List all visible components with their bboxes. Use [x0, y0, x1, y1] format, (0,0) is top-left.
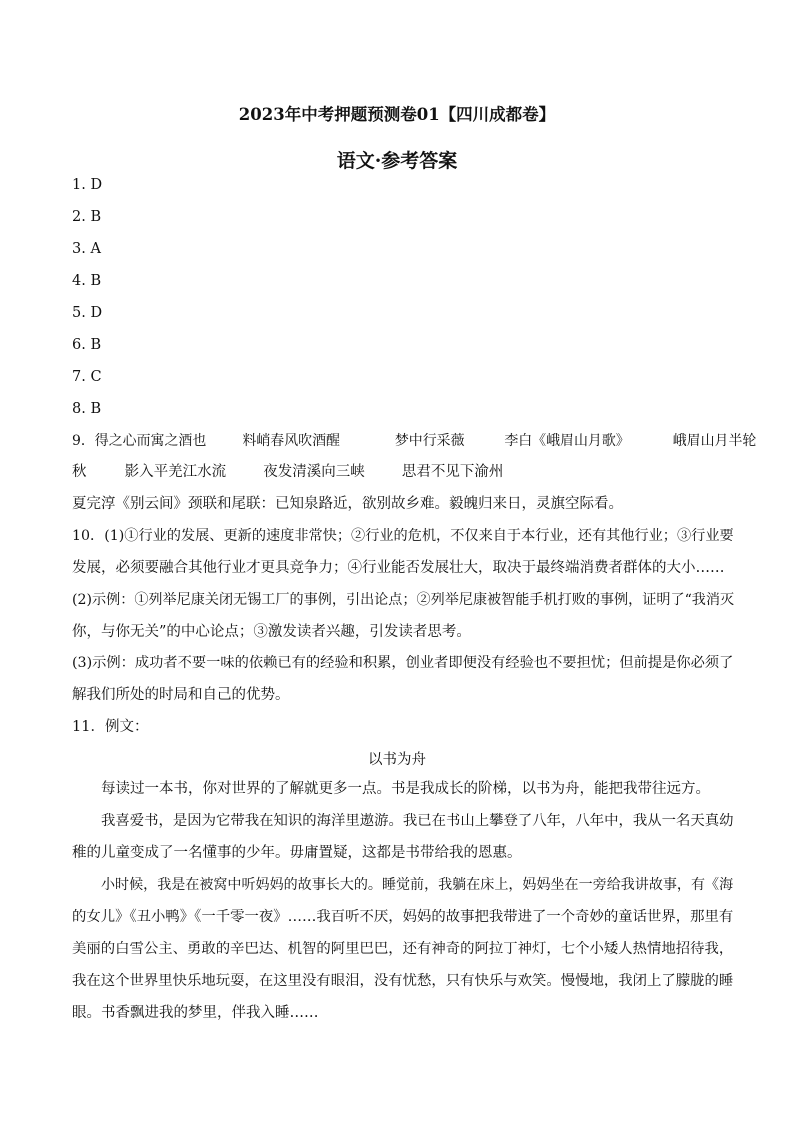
essay-line: 小时候，我是在被窝中听妈妈的故事长大的。睡觉前，我躺在床上，妈妈坐在一旁给我讲故事，有《海: [101, 877, 734, 893]
essay-line: 我喜爱书，是因为它带我在知识的海洋里遨游。我已在书山上攀登了八年，八年中，我从一名天真幼: [101, 813, 734, 829]
answer-item: [72, 272, 101, 290]
q9-line: [72, 432, 756, 450]
answer-number: 7.: [72, 369, 86, 385]
page-title: 2023年中考押题预测卷01【四川成都卷】: [238, 105, 556, 124]
answer-value: B: [90, 209, 102, 225]
essay-line: 我在这个世界里快乐地玩耍，在这里没有眼泪，没有忧愁，只有快乐与欢笑。慢慢地，我闭上了朦胧的睡: [72, 973, 734, 989]
q9-phrase: 秋: [72, 464, 87, 480]
q9-phrase: 料峭春风吹酒醒: [242, 433, 340, 449]
answer-value: D: [90, 305, 103, 321]
essay-line: 稚的儿童变成了一名懂事的少年。毋庸置疑，这都是书带给我的恩惠。: [72, 845, 522, 861]
q11-label: 11．例文：: [72, 719, 149, 735]
answer-value: B: [90, 273, 102, 289]
essay-line: 美丽的白雪公主、勇敢的辛巴达、机智的阿里巴巴，还有神奇的阿拉丁神灯，七个小矮人热情地招待我，: [72, 941, 734, 957]
answer-number: 5.: [72, 305, 86, 321]
q9-phrase: 梦中行采薇: [394, 433, 465, 449]
q10-line: 10．(1)①行业的发展、更新的速度非常快；②行业的危机，不仅来自于本行业，还有其他行业；③行业要: [72, 528, 734, 544]
answer-number: 4.: [72, 273, 86, 289]
answer-item: [72, 304, 102, 322]
answer-value: D: [90, 177, 103, 193]
q9-phrase: 影入平羌江水流: [124, 464, 227, 480]
q10-line: 发展，必须要融合其他行业才更具竞争力；④行业能否发展壮大，取决于最终端消费者群体的大小……: [72, 560, 725, 576]
answer-number: 3.: [72, 241, 86, 257]
answer-value: B: [90, 401, 102, 417]
answer-item: [72, 336, 101, 354]
q9-line: 夏完淳《别云间》颈联和尾联：已知泉路近，欲别故乡难。毅魄归来日，灵旗空际看。: [72, 496, 623, 512]
answer-item: [72, 368, 102, 386]
essay-title: 以书为舟: [368, 752, 426, 768]
q10-line: (2)示例：①列举尼康关闭无锡工厂的事例，引出论点；②列举尼康被智能手机打败的事例，证明了“我消灭: [72, 592, 735, 608]
q9-phrase: 夜发清溪向三峡: [263, 464, 365, 480]
q9-phrase: 峨眉山月半轮: [672, 433, 757, 449]
answer-value: C: [90, 369, 102, 385]
answer-item: [72, 240, 101, 258]
answer-item: [72, 176, 102, 194]
answer-number: 6.: [72, 337, 86, 353]
answer-value: B: [90, 337, 102, 353]
answer-number: 8.: [72, 401, 86, 417]
essay-line: 每读过一本书，你对世界的了解就更多一点。书是我成长的阶梯，以书为舟，能把我带往远方。: [101, 781, 710, 797]
q9-line: [72, 463, 503, 481]
q9-phrase: 9．得之心而寓之酒也: [72, 433, 207, 449]
q10-line: 解我们所处的时局和自己的优势。: [72, 687, 290, 703]
answer-item: [72, 208, 101, 226]
essay-line: 眼。书香飘进我的梦里，伴我入睡……: [72, 1005, 319, 1021]
q9-phrase: 思君不见下渝州: [401, 464, 504, 480]
answer-number: 1.: [72, 177, 86, 193]
essay-line: 的女儿》《丑小鸭》《一千零一夜》……我百听不厌，妈妈的故事把我带进了一个奇妙的童话世界，那里有: [72, 909, 734, 925]
answer-value: A: [90, 241, 101, 257]
q10-line: (3)示例：成功者不要一味的依赖已有的经验和积累，创业者即便没有经验也不要担忧；但前提是你必须了: [72, 655, 734, 671]
q10-line: 你，与你无关”的中心论点；③激发读者兴趣，引发读者思考。: [72, 624, 471, 640]
answer-number: 2.: [72, 209, 86, 225]
answer-item: [72, 400, 101, 418]
q9-phrase: 李白《峨眉山月歌》: [504, 433, 630, 449]
page-subtitle: 语文·参考答案: [336, 150, 458, 172]
